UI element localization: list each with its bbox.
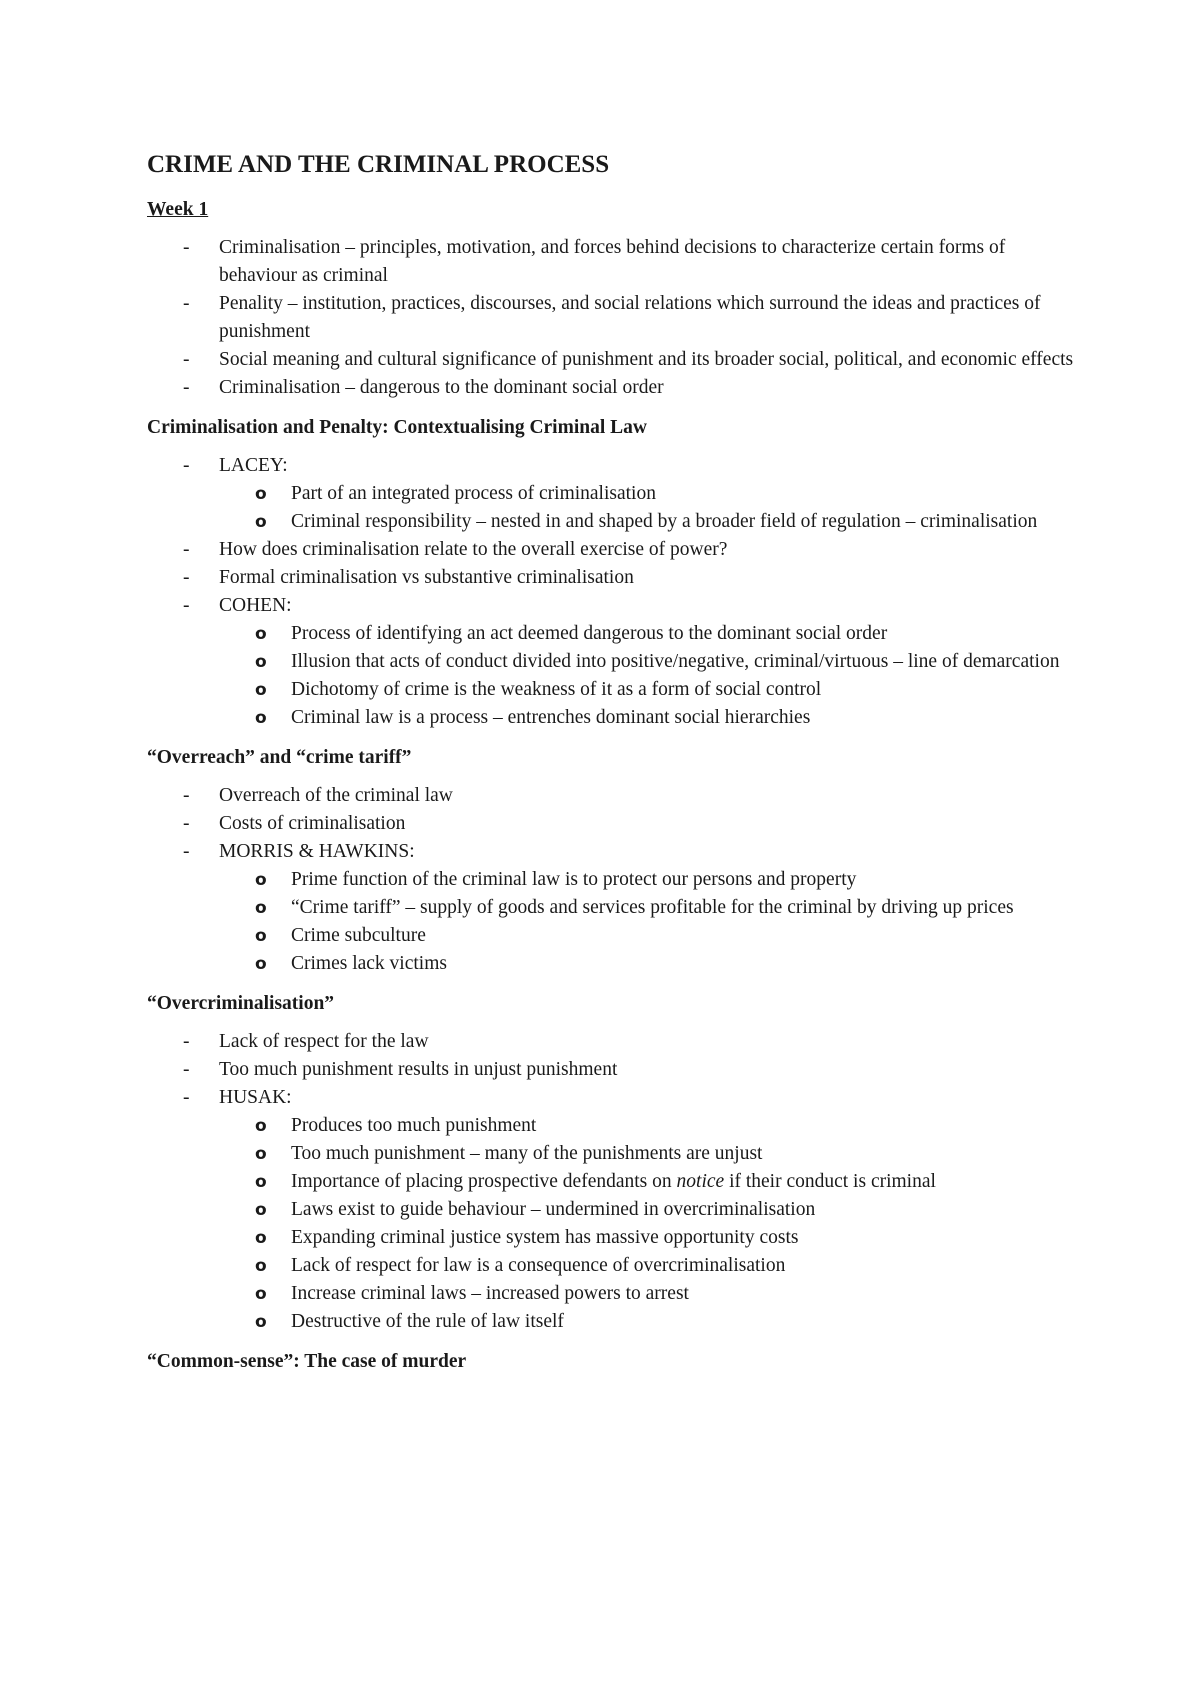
sub-item-text: Dichotomy of crime is the weakness of it as a form of social control: [291, 679, 822, 700]
document-page: [147, 150, 1077, 1374]
circle-bullet-icon: o: [255, 484, 267, 504]
section-heading: “Overcriminalisation”: [147, 993, 335, 1014]
dash-bullet-icon: -: [183, 567, 190, 588]
dash-bullet-icon: -: [183, 455, 190, 476]
sub-list-item: [219, 950, 1077, 978]
sub-list-item: [219, 866, 1077, 894]
sub-list-item: [219, 1252, 1077, 1280]
list-item-text: COHEN:: [219, 595, 292, 616]
sub-item-text: Produces too much punishment: [291, 1115, 537, 1136]
circle-bullet-icon: o: [255, 1172, 267, 1192]
list-item: [147, 592, 1077, 732]
sub-list: [219, 1112, 1077, 1336]
list-item-text: Social meaning and cultural significance of punishment and its broader social, political, and economic effects: [219, 349, 1074, 370]
section: [147, 746, 1077, 978]
list-item-text: LACEY:: [219, 455, 288, 476]
sub-item-text: Too much punishment – many of the punishments are unjust: [291, 1143, 763, 1164]
circle-bullet-icon: o: [255, 926, 267, 946]
sub-item-text: Criminal responsibility – nested in and shaped by a broader field of regulation – criminalisation: [291, 511, 1038, 532]
sub-item-text: Increase criminal laws – increased powers to arrest: [291, 1283, 689, 1304]
sub-list-item: [219, 676, 1077, 704]
list-item-text: Lack of respect for the law: [219, 1031, 429, 1052]
circle-bullet-icon: o: [255, 1312, 267, 1332]
sub-item-text: Expanding criminal justice system has massive opportunity costs: [291, 1227, 799, 1248]
sub-list-item: [219, 1280, 1077, 1308]
circle-bullet-icon: o: [255, 680, 267, 700]
sub-list-item: [219, 1140, 1077, 1168]
sub-item-text: Illusion that acts of conduct divided into positive/negative, criminal/virtuous – line of demarcation: [291, 651, 1060, 672]
dash-bullet-icon: -: [183, 237, 190, 258]
dash-bullet-icon: -: [183, 349, 190, 370]
circle-bullet-icon: o: [255, 512, 267, 532]
circle-bullet-icon: o: [255, 898, 267, 918]
section-list: [147, 1028, 1077, 1336]
list-item: [147, 1028, 1077, 1056]
sub-list-item: [219, 480, 1077, 508]
list-item: [147, 1084, 1077, 1336]
intro-list-item: [147, 374, 1077, 402]
sections-container: [147, 416, 1077, 1374]
dash-bullet-icon: -: [183, 377, 190, 398]
dash-bullet-icon: -: [183, 1087, 190, 1108]
circle-bullet-icon: o: [255, 708, 267, 728]
section-heading: “Common-sense”: The case of murder: [147, 1351, 467, 1372]
sub-item-text: Crime subculture: [291, 925, 426, 946]
sub-list-item: [219, 894, 1077, 922]
dash-bullet-icon: -: [183, 813, 190, 834]
sub-list-item: [219, 704, 1077, 732]
section-heading: “Overreach” and “crime tariff”: [147, 747, 412, 768]
dash-bullet-icon: -: [183, 293, 190, 314]
sub-list-item: [219, 1112, 1077, 1140]
sub-item-text: Part of an integrated process of criminalisation: [291, 483, 656, 504]
dash-bullet-icon: -: [183, 539, 190, 560]
sub-item-text: Lack of respect for law is a consequence of overcriminalisation: [291, 1255, 786, 1276]
list-item: [147, 452, 1077, 536]
sub-list: [219, 620, 1077, 732]
intro-list-item: [147, 346, 1077, 374]
circle-bullet-icon: o: [255, 1200, 267, 1220]
circle-bullet-icon: o: [255, 954, 267, 974]
sub-list-item: [219, 648, 1077, 676]
dash-bullet-icon: -: [183, 841, 190, 862]
list-item: [147, 810, 1077, 838]
circle-bullet-icon: o: [255, 1228, 267, 1248]
section: [147, 1350, 1077, 1374]
intro-list: [147, 234, 1077, 402]
list-item-text: HUSAK:: [219, 1087, 292, 1108]
sub-item-text: “Crime tariff” – supply of goods and services profitable for the criminal by driving up prices: [291, 897, 1014, 918]
sub-list-item: [219, 1308, 1077, 1336]
list-item-text: Penality – institution, practices, discourses, and social relations which surround the ideas and practices of punishment: [219, 293, 1041, 342]
circle-bullet-icon: o: [255, 652, 267, 672]
list-item: [147, 564, 1077, 592]
circle-bullet-icon: o: [255, 624, 267, 644]
sub-list: [219, 866, 1077, 978]
circle-bullet-icon: o: [255, 1144, 267, 1164]
sub-list-item: [219, 922, 1077, 950]
dash-bullet-icon: -: [183, 595, 190, 616]
circle-bullet-icon: o: [255, 1116, 267, 1136]
circle-bullet-icon: o: [255, 1256, 267, 1276]
list-item-text: How does criminalisation relate to the overall exercise of power?: [219, 539, 728, 560]
sub-list-item: [219, 1168, 1077, 1196]
list-item-text: Formal criminalisation vs substantive criminalisation: [219, 567, 634, 588]
sub-item-text: Prime function of the criminal law is to protect our persons and property: [291, 869, 857, 890]
sub-item-text: Process of identifying an act deemed dangerous to the dominant social order: [291, 623, 888, 644]
list-item-text: Too much punishment results in unjust punishment: [219, 1059, 618, 1080]
section-heading: Criminalisation and Penalty: Contextualising Criminal Law: [147, 417, 647, 438]
list-item: [147, 782, 1077, 810]
list-item-text: MORRIS & HAWKINS:: [219, 841, 415, 862]
dash-bullet-icon: -: [183, 785, 190, 806]
week-heading: Week 1: [147, 199, 209, 220]
list-item: [147, 838, 1077, 978]
dash-bullet-icon: -: [183, 1059, 190, 1080]
section: [147, 992, 1077, 1336]
document-title: CRIME AND THE CRIMINAL PROCESS: [147, 151, 610, 178]
sub-list-item: [219, 508, 1077, 536]
sub-item-text: Laws exist to guide behaviour – undermined in overcriminalisation: [291, 1199, 816, 1220]
sub-item-text: Criminal law is a process – entrenches dominant social hierarchies: [291, 707, 811, 728]
dash-bullet-icon: -: [183, 1031, 190, 1052]
section: [147, 416, 1077, 732]
sub-list: [219, 480, 1077, 536]
sub-list-item: [219, 1196, 1077, 1224]
sub-item-text: Crimes lack victims: [291, 953, 447, 974]
intro-list-item: [147, 234, 1077, 290]
sub-item-text: Destructive of the rule of law itself: [291, 1311, 564, 1332]
emphasis-text: notice: [676, 1171, 725, 1192]
list-item-text: Criminalisation – principles, motivation, and forces behind decisions to characterize certain forms of behaviour as criminal: [219, 237, 1006, 286]
sub-list-item: [219, 1224, 1077, 1252]
section-list: [147, 782, 1077, 978]
circle-bullet-icon: o: [255, 1284, 267, 1304]
intro-list-item: [147, 290, 1077, 346]
sub-item-text: Importance of placing prospective defendants on notice if their conduct is criminal: [291, 1171, 936, 1192]
list-item-text: Criminalisation – dangerous to the dominant social order: [219, 377, 664, 398]
list-item-text: Costs of criminalisation: [219, 813, 406, 834]
sub-list-item: [219, 620, 1077, 648]
list-item: [147, 536, 1077, 564]
section-list: [147, 452, 1077, 732]
list-item: [147, 1056, 1077, 1084]
circle-bullet-icon: o: [255, 870, 267, 890]
list-item-text: Overreach of the criminal law: [219, 785, 453, 806]
